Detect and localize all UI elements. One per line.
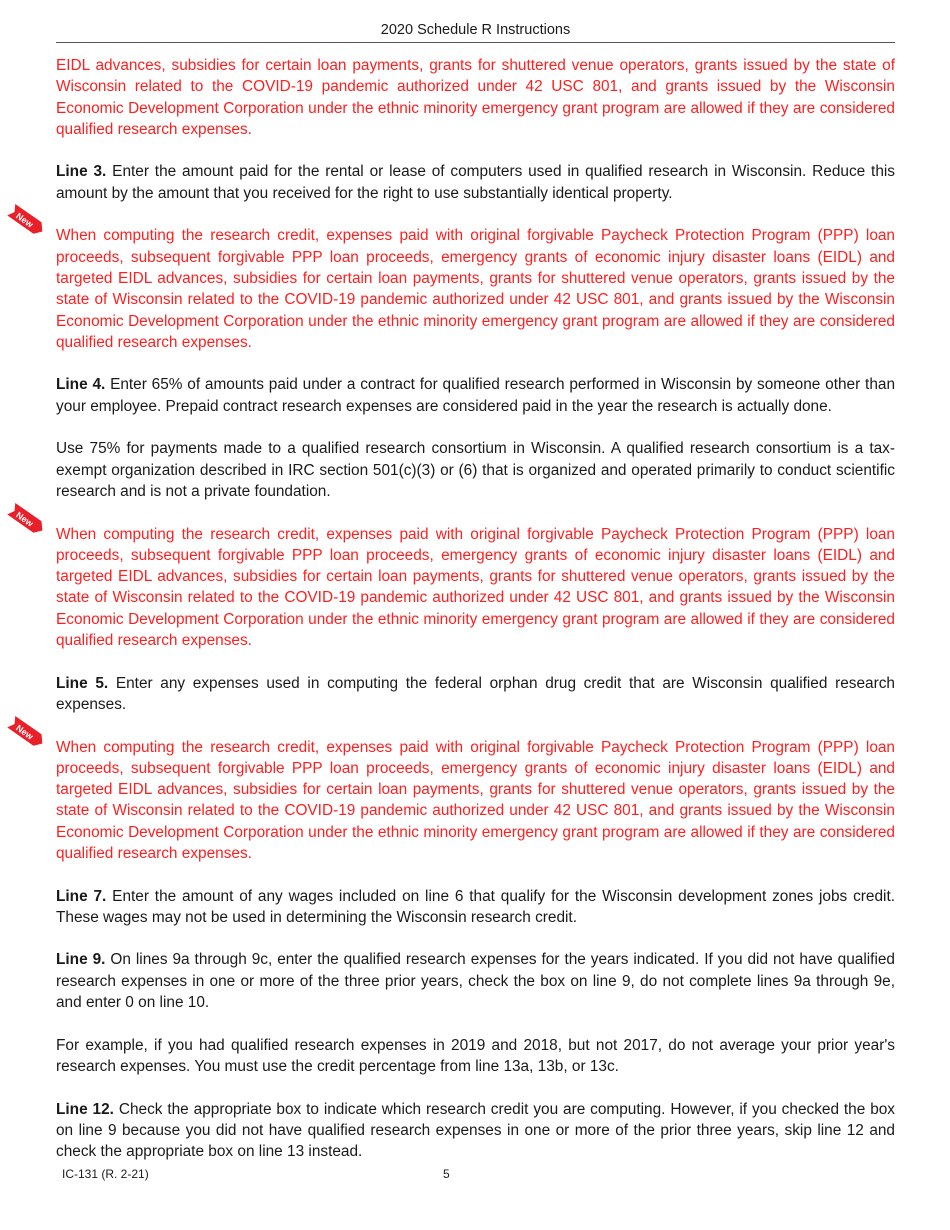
consortium-paragraph: Use 75% for payments made to a qualified research consortium in Wisconsin. A qualified research consortium is a tax-exempt organization described in IRC section 501(c)(3) or (6) that is organized and operated primarily to conduct scientific research and is not a private foundation.: [56, 440, 895, 500]
covid-paragraph-1: New When computing the research credit, expenses paid with original forgivable Paycheck Protection Program (PPP) loan proceeds, subsequent forgivable PPP loan proceeds, emergency grants of economic injury disaster loans (EIDL) and targeted EIDL advances, subsidies for certain loan payments, grants for shuttered venue operators, grants issued by the state of Wisconsin related to the COVID-19 pandemic authorized under 42 USC 801, and grants issued by the Wisconsin Economic Development Corporation under the ethnic minority emergency grant program are allowed if they are considered qualified research expenses.: [56, 225, 895, 353]
line-3-instruction: Line 3. Enter the amount paid for the rental or lease of computers used in qualified research in Wisconsin. Reduce this amount by the amount that you received for the right to use substantially identical property.: [56, 163, 896, 202]
new-badge-icon: [6, 203, 46, 237]
covid-paragraph-2: New When computing the research credit, expenses paid with original forgivable Paycheck Protection Program (PPP) loan proceeds, subsequent forgivable PPP loan proceeds, emergency grants of economic injury disaster loans (EIDL) and targeted EIDL advances, subsidies for certain loan payments, grants for shuttered venue operators, grants issued by the state of Wisconsin related to the COVID-19 pandemic authorized under 42 USC 801, and grants issued by the Wisconsin Economic Development Corporation under the ethnic minority emergency grant program are allowed if they are considered qualified research expenses.: [56, 524, 895, 652]
line-9-label: Line 9.: [56, 951, 106, 969]
line-7-instruction: Line 7. Enter the amount of any wages included on line 6 that qualify for the Wisconsin development zones jobs credit. These wages may not be used in determining the Wisconsin research credit.: [56, 887, 896, 926]
page-number: 5: [443, 1167, 450, 1181]
line-12-instruction: Line 12. Check the appropriate box to indicate which research credit you are computing. However, if you checked the box on line 9 because you did not have qualified research expenses in one or more of the prior three years, skip line 12 and check the appropriate box on line 13 instead.: [56, 1100, 896, 1161]
svg-text:New: New: [14, 211, 36, 231]
line-4-label: Line 4.: [56, 376, 106, 394]
form-id: IC-131 (R. 2-21): [62, 1167, 149, 1181]
covid-paragraph-3: New When computing the research credit, expenses paid with original forgivable Paycheck Protection Program (PPP) loan proceeds, subsequent forgivable PPP loan proceeds, emergency grants of economic injury disaster loans (EIDL) and targeted EIDL advances, subsidies for certain loan payments, grants for shuttered venue operators, grants issued by the state of Wisconsin related to the COVID-19 pandemic authorized under 42 USC 801, and grants issued by the Wisconsin Economic Development Corporation under the ethnic minority emergency grant program are allowed if they are considered qualified research expenses.: [56, 737, 895, 865]
new-badge-icon: [6, 502, 46, 536]
covid-paragraph-continued: EIDL advances, subsidies for certain loan payments, grants for shuttered venue operators, grants issued by the state of Wisconsin related to the COVID-19 pandemic authorized under 42 USC 801, and grants issued by the Wisconsin Economic Development Corporation under the ethnic minority emergency grant program are allowed if they are considered qualified research expenses.: [56, 57, 895, 138]
line-3-label: Line 3.: [56, 163, 107, 181]
line-9-instruction: Line 9. On lines 9a through 9c, enter the qualified research expenses for the years indicated. If you did not have qualified research expenses in one or more of the three prior years, check the box on line 9, do not complete lines 9a through 9e, and enter 0 on line 10.: [56, 951, 895, 1012]
svg-text:New: New: [14, 722, 36, 742]
page-title: 2020 Schedule R Instructions: [380, 22, 571, 38]
new-badge-icon: [6, 715, 46, 749]
example-paragraph: For example, if you had qualified research expenses in 2019 and 2018, but not 2017, do not average your prior year's research expenses. You must use the credit percentage from line 13a, 13b, or 13c.: [56, 1036, 895, 1075]
line-5-label: Line 5.: [56, 674, 109, 692]
line-7-label: Line 7.: [56, 887, 107, 905]
svg-text:New: New: [14, 509, 36, 529]
line-5-instruction: Line 5. Enter any expenses used in computing the federal orphan drug credit that are Wisconsin qualified research expenses.: [56, 674, 895, 713]
instructions-body: [14, 55, 896, 1184]
line-12-label: Line 12.: [56, 1100, 114, 1118]
line-4-instruction: Line 4. Enter 65% of amounts paid under a contract for qualified research performed in Wisconsin by someone other than your employee. Prepaid contract research expenses are considered paid in the year the research is actually done.: [56, 376, 896, 415]
page-header: [56, 22, 895, 43]
